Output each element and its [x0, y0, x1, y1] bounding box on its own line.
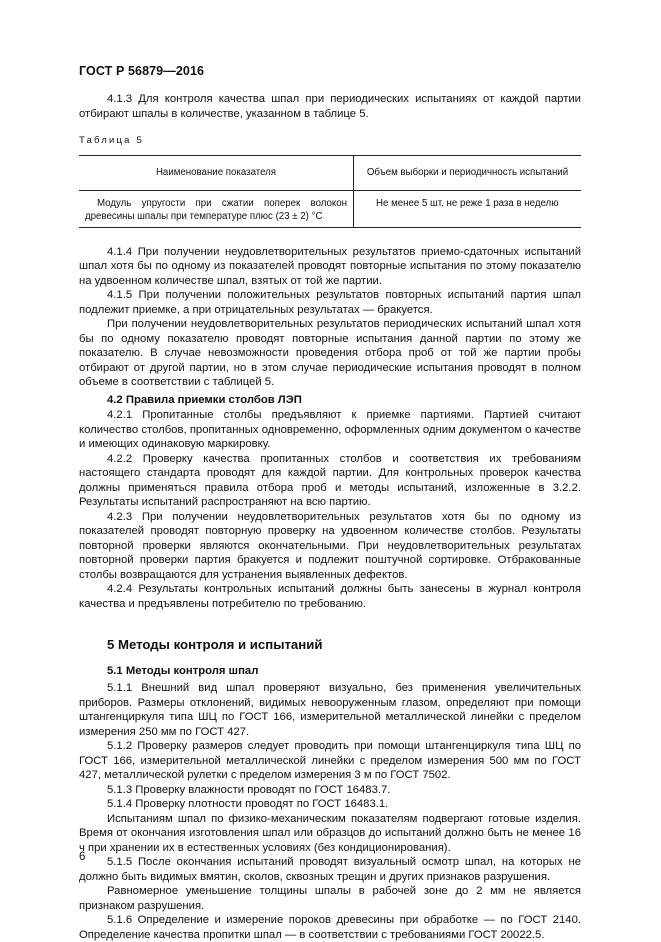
paragraph-5-1-5: 5.1.5 После окончания испытаний проводят визуальный осмотр шпал, на которых не должно быть видимых вмятин, сколов, сквозных трещин и других признаков разрушения. — [79, 856, 581, 883]
paragraph-5-1-4: 5.1.4 Проверку плотности проводят по ГОСТ 16483.1. — [107, 798, 389, 810]
document-header: ГОСТ Р 56879—2016 — [79, 64, 205, 78]
heading-4-2: 4.2 Правила приемки столбов ЛЭП — [107, 393, 302, 406]
table-5 — [79, 155, 581, 228]
table-cell-sample: Не менее 5 шт. не реже 1 раза в неделю — [354, 190, 582, 227]
paragraph-conditioning: Испытаниям шпал по физико-механическим показателям подвергают готовые изделия. Время от окончания изготовления шпал или образцов до испытаний должно быть не менее 16 ч при хранении их в естественных условиях (без кондиционирования). — [79, 812, 581, 854]
paragraph-4-2-2: 4.2.2 Проверку качества пропитанных столбов и соответствия их требованиям настоящего стандарта проводят для каждой партии. Для контрольных проверок качества должны применяться правила отбора проб и методы испытаний, изложенные в 3.2.2. Результаты испытаний распространяют на всю партию. — [79, 452, 581, 508]
paragraph-4-1-4: 4.1.4 При получении неудовлетворительных результатов приемо-сдаточных испытаний шпал хотя бы по одному из показателей проводят повторные испытания по этому показателю на удвоенном количестве шпал, взятых от той же партии. — [79, 245, 581, 287]
paragraph-4-1-3: 4.1.3 Для контроля качества шпал при периодических испытаниях от каждой партии отбирают шпалы в количестве, указанном в таблице 5. — [79, 93, 581, 120]
table-header-sample: Объем выборки и периодичность испытаний — [354, 155, 582, 190]
page-number: 6 — [79, 851, 86, 863]
paragraph-4-2-1: 4.2.1 Пропитанные столбы предъявляют к приемке партиями. Партией считают количество столбов, пропитанных одновременно, оформленных одним документом о качестве и имеющих одинаковую маркировку. — [79, 409, 581, 450]
document-body — [79, 92, 581, 942]
paragraph-4-2-3: 4.2.3 При получении неудовлетворительных результатов хотя бы по одному из показателей проводят повторную проверку на удвоенном количестве столбов. Результаты повторной проверки являются окончательными. При неудовлетворительных результатах повторной проверки партия бракуется и подлежит поштучной сортировке. Отбракованные столбы возвращаются для устранения выявленных дефектов. — [79, 510, 581, 581]
heading-5-1: 5.1 Методы контроля шпал — [107, 664, 259, 677]
paragraph-4-2-4: 4.2.4 Результаты контрольных испытаний должны быть занесены в журнал контроля качества и предъявлены потребителю по требованию. — [79, 583, 581, 610]
table-header-indicator: Наименование показателя — [79, 155, 354, 190]
table-row — [79, 190, 581, 227]
paragraph-5-1-6: 5.1.6 Определение и измерение пороков древесины при обработке — по ГОСТ 2140. Определение качества пропитки шпал — в соответствии с требованиями ГОСТ 20022.5. — [79, 914, 581, 941]
paragraph-5-1-1: 5.1.1 Внешний вид шпал проверяют визуально, без применения увеличительных приборов. Размеры отклонений, видимых невооруженным глазом, определяют при помощи штангенциркуля типа ШЦ по ГОСТ 166, измерительной металлической линейки с пределом измерения 250 мм по ГОСТ 427. — [79, 682, 581, 738]
table-caption: Таблица 5 — [79, 135, 144, 146]
table-cell-indicator: Модуль упругости при сжатии поперек волокон древесины шпалы при температуре плюс (23 ± 2) °С — [79, 190, 354, 227]
paragraph-4-1-5: 4.1.5 При получении положительных результатов повторных испытаний партия шпал подлежит приемке, а при отрицательных результатах — бракуется. — [79, 289, 581, 316]
paragraph-5-1-3: 5.1.3 Проверку влажности проводят по ГОСТ 16483.7. — [107, 783, 391, 796]
paragraph-5-1-2: 5.1.2 Проверку размеров следует проводить при помощи штангенциркуля типа ШЦ по ГОСТ 166, измерительной металлической линейки с пределом измерения 500 мм по ГОСТ 427, металлической рулетки с пределом измерения 3 м по ГОСТ 7502. — [79, 740, 581, 781]
heading-5: 5 Методы контроля и испытаний — [107, 637, 323, 652]
paragraph-periodic: При получении неудовлетворительных результатов периодических испытаний шпал хотя бы по одному показателю проводят повторные испытания данной партии по этому же показателю. В случае невозможности проведения отбора проб от той же партии пробы отбирают от другой партии, но в этом случае периодические испытания проводят в полном объеме в соответствии с таблицей 5. — [79, 318, 581, 388]
paragraph-thickness: Равномерное уменьшение толщины шпалы в рабочей зоне до 2 мм не является признаком разрушения. — [79, 885, 581, 912]
